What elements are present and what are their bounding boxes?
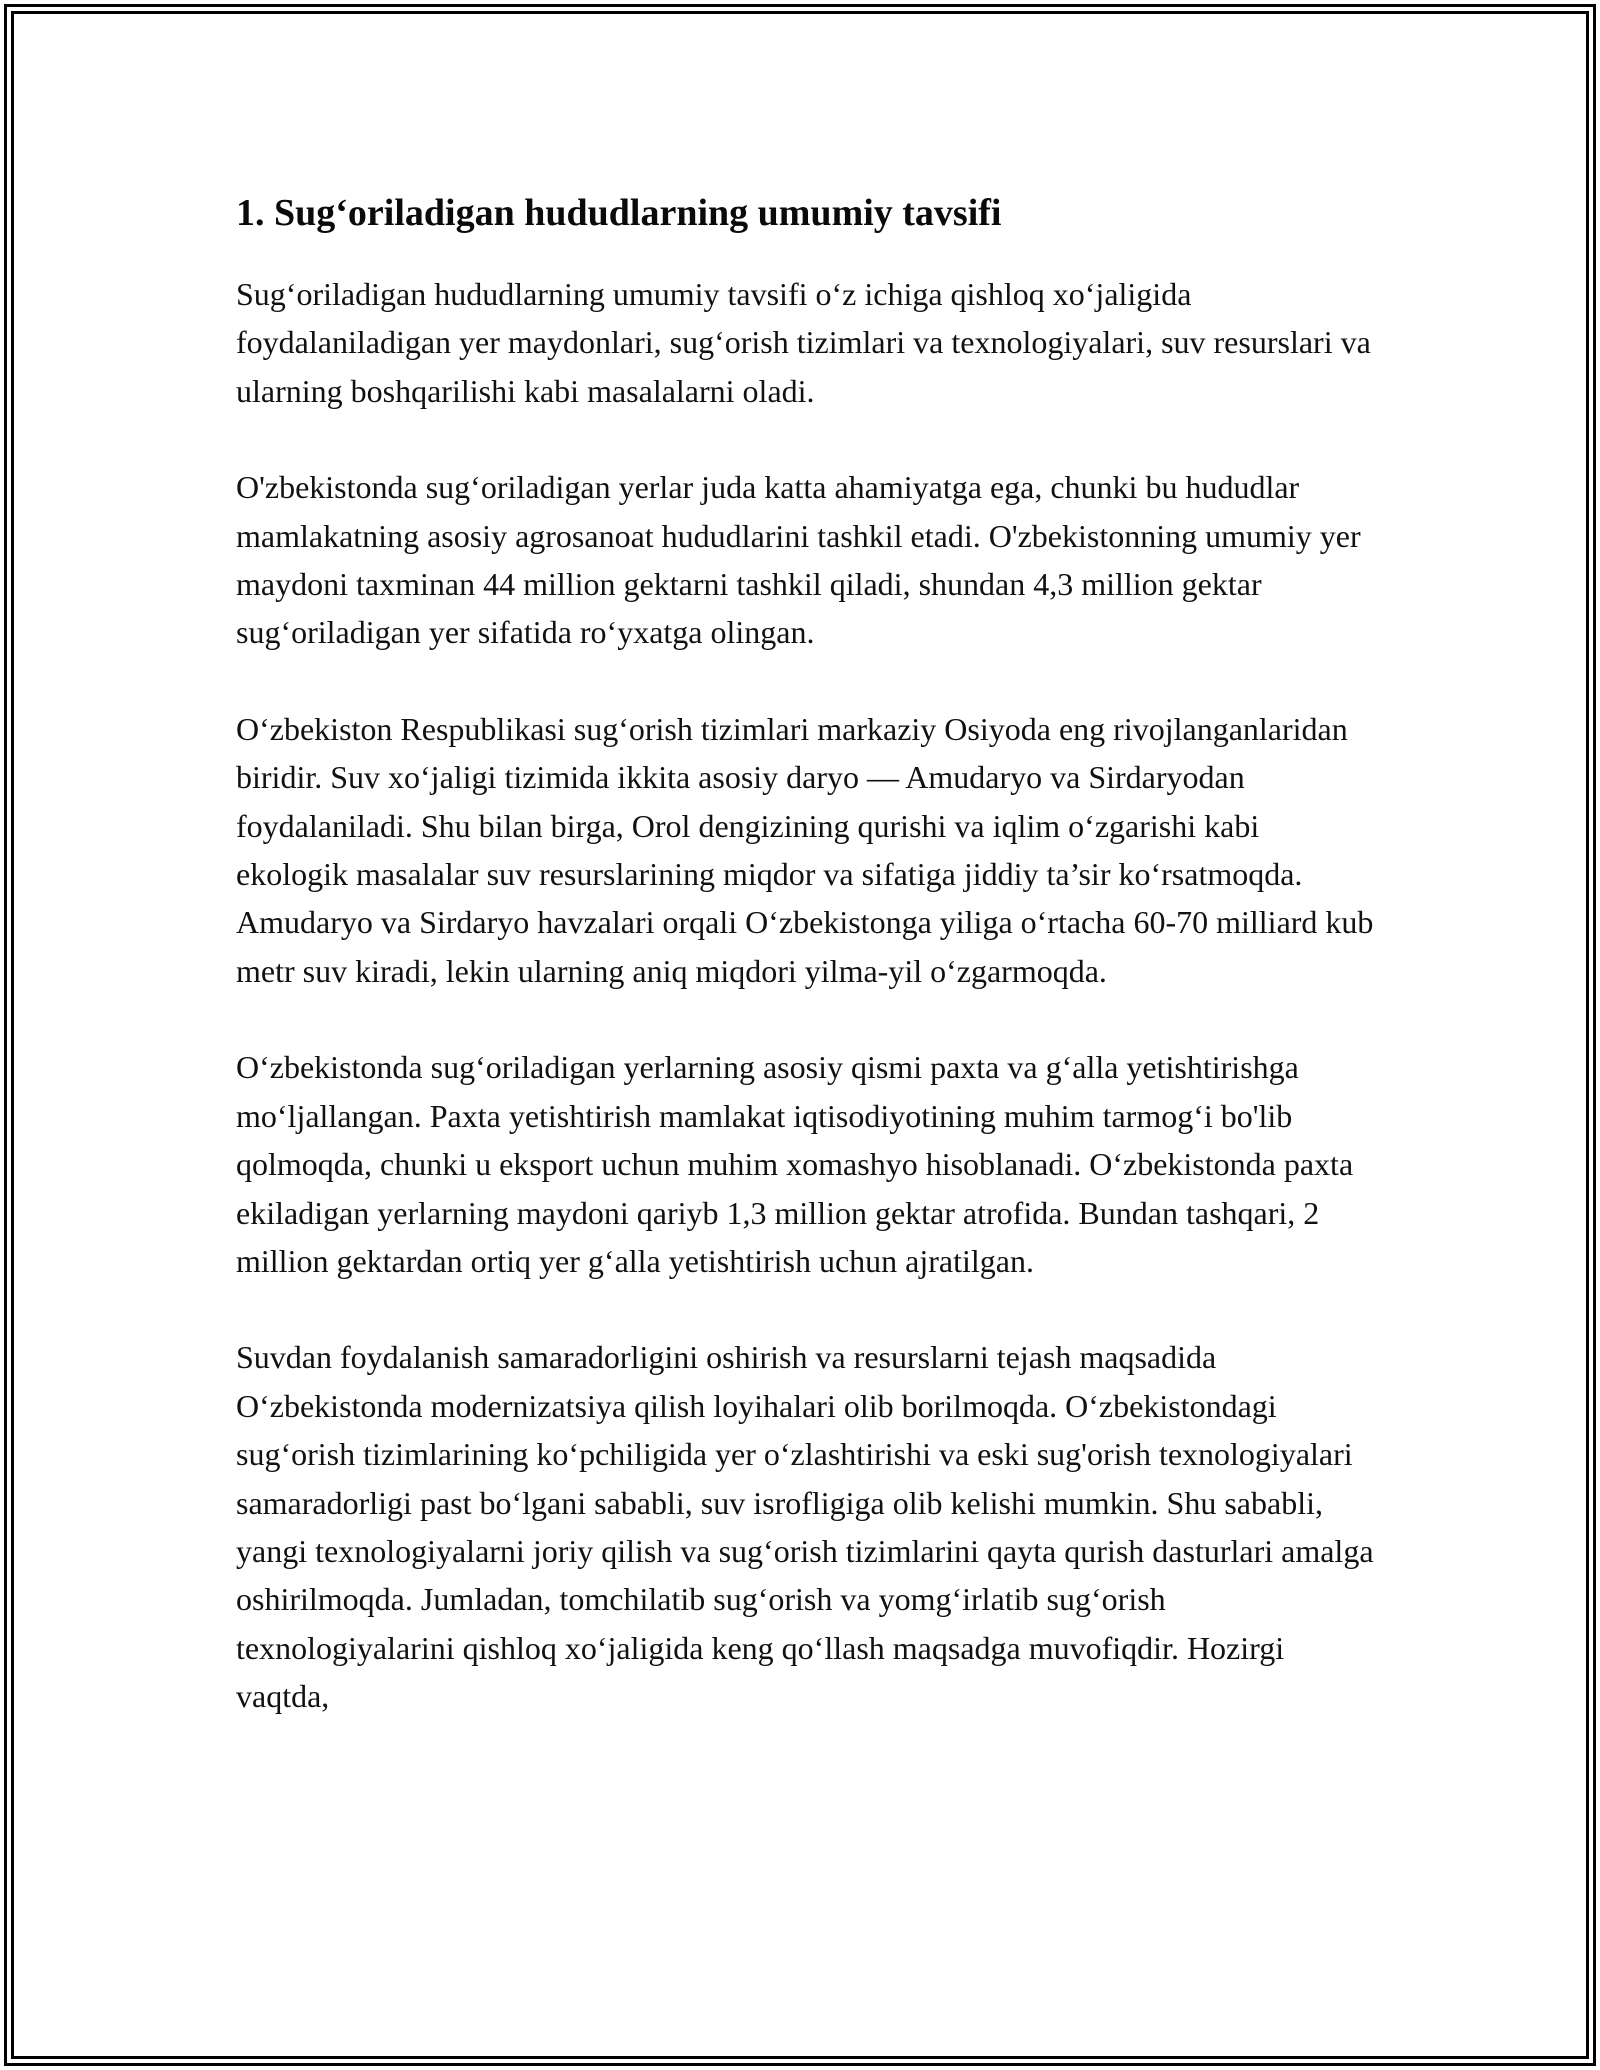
paragraph-5: Suvdan foydalanish samaradorligini oshirish va resurslarni tejash maqsadida O‘zbekistonda modernizatsiya qilish loyihalari olib borilmoqda. O‘zbekistondagi sug‘orish tizimlarining ko‘pchiligida yer o‘zlashtirishi va eski sug'orish texnologiyalari samaradorligi past bo‘lgani sababli, suv isrofligiga olib kelishi mumkin. Shu sababli, yangi texnologiyalarni joriy qilish va sug‘orish tizimlarini qayta qurish dasturlari amalga oshirilmoqda. Jumladan, tomchilatib sug‘orish va yomg‘irlatib sug‘orish texnologiyalarini qishloq xo‘jaligida keng qo‘llash maqsadga muvofiqdir. Hozirgi vaqtda, — [236, 1339, 1374, 1715]
document-body — [236, 186, 1376, 1769]
paragraph-2: O'zbekistonda sug‘oriladigan yerlar juda katta ahamiyatga ega, chunki bu hududlar mamlakatning asosiy agrosanoat hududlarini tashkil etadi. O'zbekistonning umumiy yer maydoni taxminan 44 million gektarni tashkil qiladi, shundan 4,3 million gektar sug‘oriladigan yer sifatida ro‘yxatga olingan. — [236, 469, 1361, 651]
paragraph-4: O‘zbekistonda sug‘oriladigan yerlarning asosiy qismi paxta va g‘alla yetishtirishga mo‘ljallangan. Paxta yetishtirish mamlakat iqtisodiyotining muhim tarmog‘i bo'lib qolmoqda, chunki u eksport uchun muhim xomashyo hisoblanadi. O‘zbekistonda paxta ekiladigan yerlarning maydoni qariyb 1,3 million gektar atrofida. Bundan tashqari, 2 million gektardan ortiq yer g‘alla yetishtirish uchun ajratilgan. — [236, 1049, 1354, 1279]
paragraph-1: Sug‘oriladigan hududlarning umumiy tavsifi o‘z ichiga qishloq xo‘jaligida foydalaniladigan yer maydonlari, sug‘orish tizimlari va texnologiyalari, suv resurslari va ularning boshqarilishi kabi masalalarni oladi. — [236, 276, 1371, 409]
paragraph-3: O‘zbekiston Respublikasi sug‘orish tizimlari markaziy Osiyoda eng rivojlanganlaridan biridir. Suv xo‘jaligi tizimida ikkita asosiy daryo — Amudaryo va Sirdaryodan foydalaniladi. Shu bilan birga, Orol dengizining qurishi va iqlim o‘zgarishi kabi ekologik masalalar suv resurslarining miqdor va sifatiga jiddiy ta’sir ko‘rsatmoqda. Amudaryo va Sirdaryo havzalari orqali O‘zbekistonga yiliga o‘rtacha 60-70 milliard kub metr suv kiradi, lekin ularning aniq miqdori yilma-yil o‘zgarmoqda. — [236, 710, 1374, 989]
section-heading: 1. Sug‘oriladigan hududlarning umumiy tavsifi — [236, 192, 1002, 234]
